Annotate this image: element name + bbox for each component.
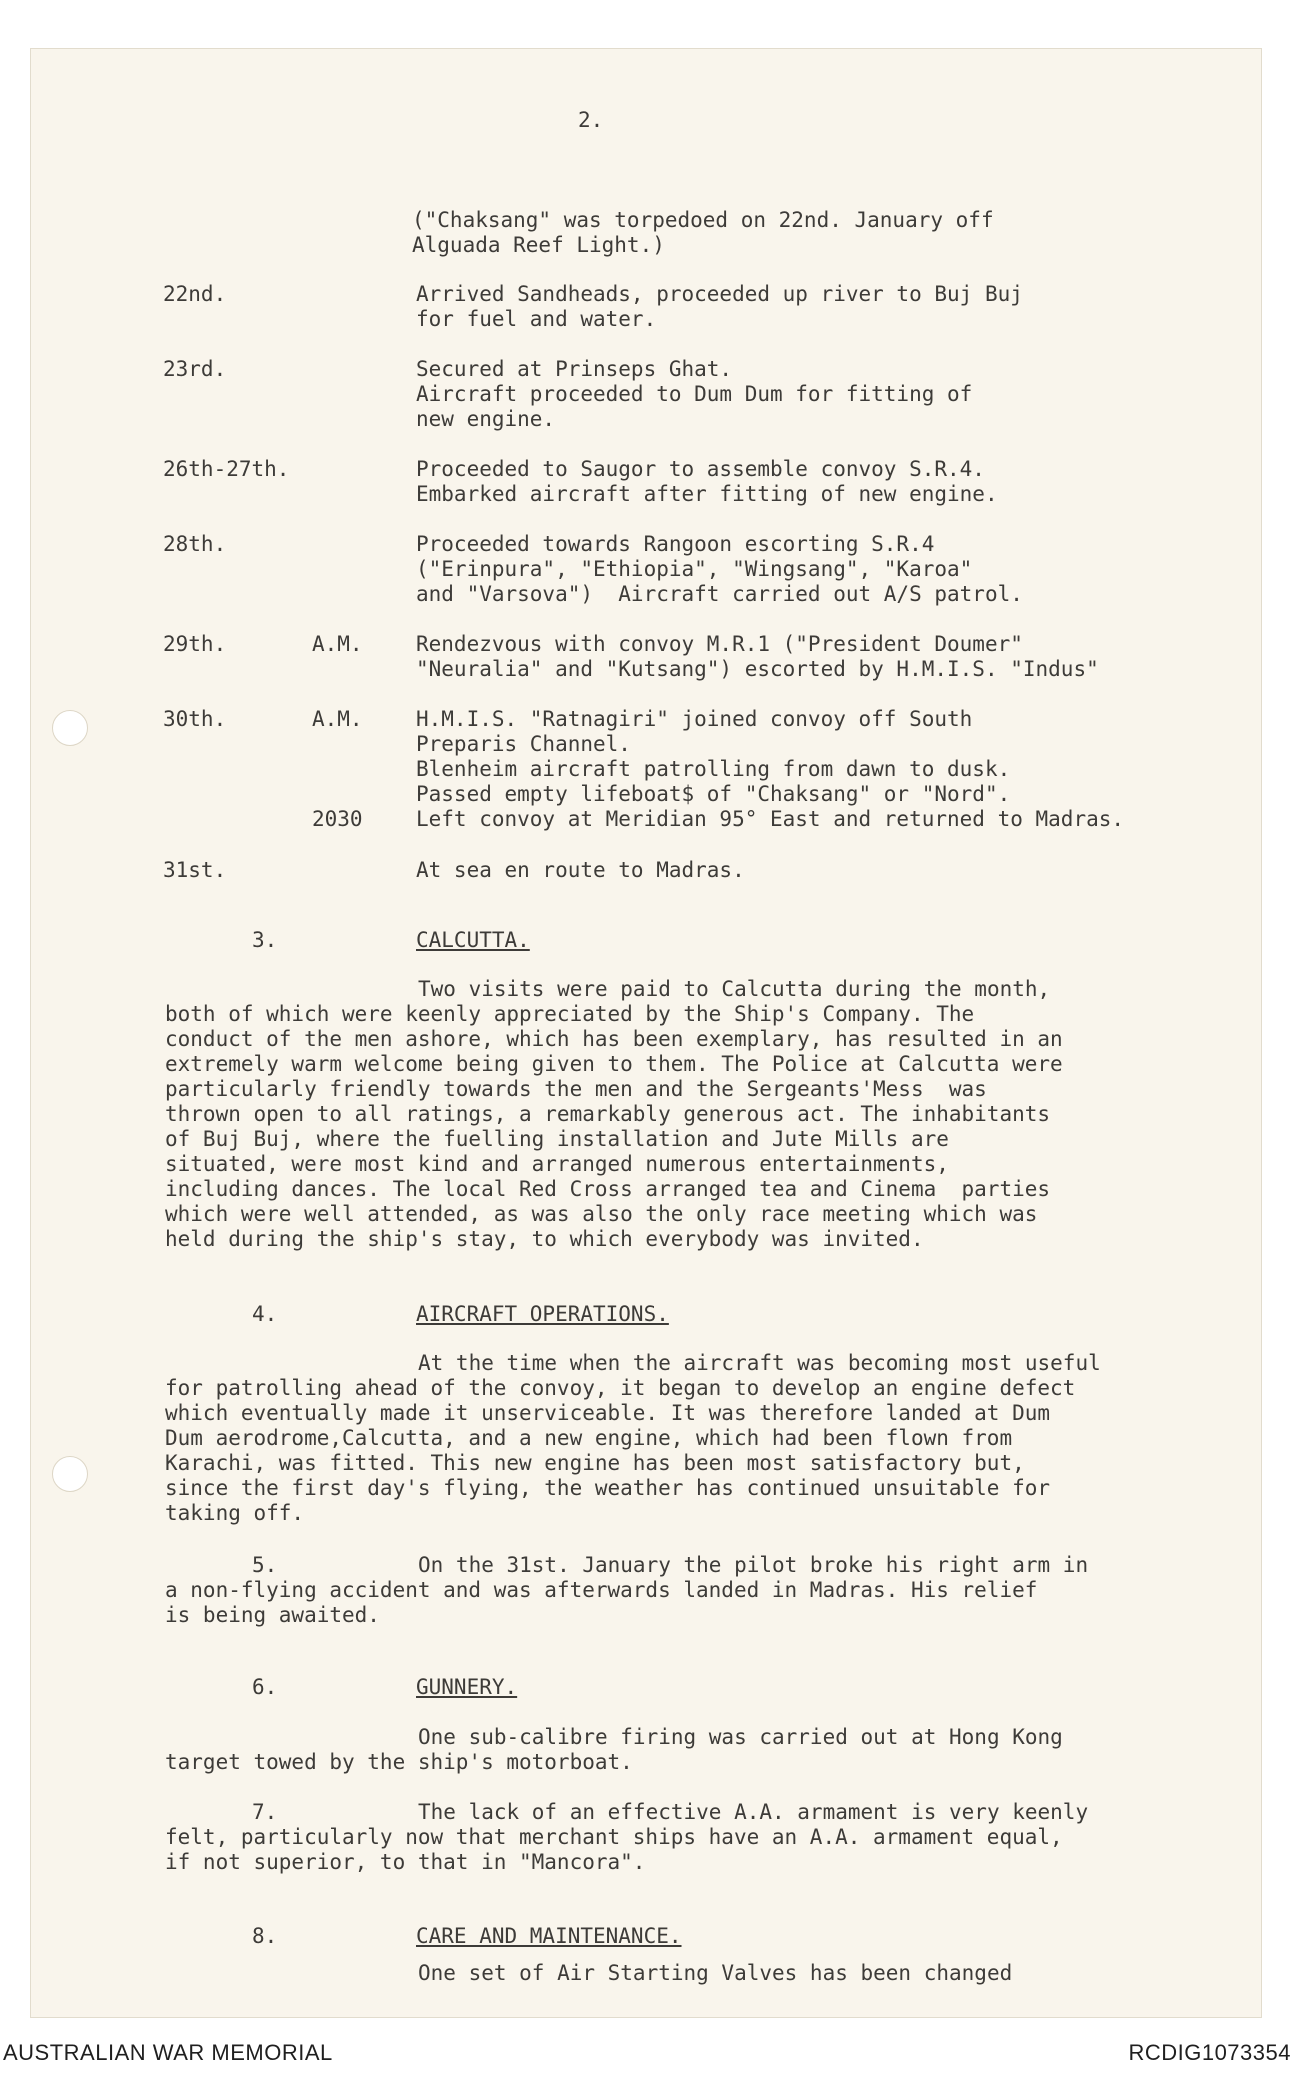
paragraph-line: extremely warm welcome being given to them. The Police at Calcutta were (165, 1052, 1063, 1076)
paragraph-line: of Buj Buj, where the fuelling installation and Jute Mills are (165, 1127, 949, 1151)
log-entry-line: Passed empty lifeboat$ of "Chaksang" or "Nord". (416, 782, 1011, 806)
paragraph-line: thrown open to all ratings, a remarkably generous act. The inhabitants (165, 1102, 1051, 1126)
section-number: 8. (252, 1924, 278, 1948)
paragraph-line: felt, particularly now that merchant ships have an A.A. armament equal, (165, 1825, 1063, 1849)
section-heading-gunnery: GUNNERY. (416, 1675, 518, 1699)
log-entry-line: Secured at Prinseps Ghat. (416, 357, 733, 381)
paragraph-line: which eventually made it unserviceable. It was therefore landed at Dum (165, 1401, 1051, 1425)
paragraph-line: both of which were keenly appreciated by the Ship's Company. The (165, 1002, 975, 1026)
paragraph-line: held during the ship's stay, to which everybody was invited. (165, 1227, 924, 1251)
log-time: A.M. (312, 632, 363, 656)
log-entry-line: Preparis Channel. (416, 732, 631, 756)
section-number: 6. (252, 1675, 278, 1699)
paragraph-line: if not superior, to that in "Mancora". (165, 1850, 646, 1874)
log-date: 23rd. (163, 357, 227, 381)
paragraph-line: which were well attended, as was also the only race meeting which was (165, 1202, 1038, 1226)
paragraph-line: The lack of an effective A.A. armament is very keenly (418, 1800, 1089, 1824)
log-date: 30th. (163, 707, 227, 731)
log-entry-line: At sea en route to Madras. (416, 858, 745, 882)
paragraph-line: Dum aerodrome,Calcutta, and a new engine, which had been flown from (165, 1426, 1013, 1450)
page-number: 2. (578, 108, 604, 132)
log-date: 22nd. (163, 282, 227, 306)
paragraph-line: target towed by the ship's motorboat. (165, 1750, 633, 1774)
paragraph-line: At the time when the aircraft was becoming most useful (418, 1351, 1101, 1375)
log-date: 26th-27th. (163, 457, 290, 481)
log-date: 29th. (163, 632, 227, 656)
log-entry-line: H.M.I.S. "Ratnagiri" joined convoy off South (416, 707, 973, 731)
intro-line: Alguada Reef Light.) (412, 233, 665, 257)
paragraph-line: a non-flying accident and was afterwards landed in Madras. His relief (165, 1578, 1038, 1602)
paragraph-line: One sub-calibre firing was carried out at Hong Kong (418, 1725, 1063, 1749)
paragraph-line: situated, were most kind and arranged numerous entertainments, (165, 1152, 949, 1176)
log-entry-line: Arrived Sandheads, proceeded up river to Buj Buj (416, 282, 1023, 306)
paragraph-line: On the 31st. January the pilot broke his right arm in (418, 1553, 1089, 1577)
log-entry-line: and "Varsova") Aircraft carried out A/S patrol. (416, 582, 1023, 606)
log-entry-line: Aircraft proceeded to Dum Dum for fitting of (416, 382, 973, 406)
log-entry-line: ("Erinpura", "Ethiopia", "Wingsang", "Karoa" (416, 557, 973, 581)
section-number: 7. (252, 1800, 278, 1824)
log-entry-line: Rendezvous with convoy M.R.1 ("President Doumer" (416, 632, 1023, 656)
paragraph-line: Two visits were paid to Calcutta during the month, (418, 977, 1051, 1001)
log-entry-line: Proceeded to Saugor to assemble convoy S.R.4. (416, 457, 985, 481)
paragraph-line: taking off. (165, 1501, 305, 1525)
log-entry-line: Blenheim aircraft patrolling from dawn to dusk. (416, 757, 1011, 781)
log-entry-line: Left convoy at Meridian 95° East and returned to Madras. (416, 807, 1125, 831)
paragraph-line: particularly friendly towards the men and the Sergeants'Mess was (165, 1077, 987, 1101)
punch-hole (52, 710, 88, 746)
section-heading-aircraft-operations: AIRCRAFT OPERATIONS. (416, 1302, 669, 1326)
log-date: 31st. (163, 858, 227, 882)
log-time: A.M. (312, 707, 363, 731)
paragraph-line: conduct of the men ashore, which has been exemplary, has resulted in an (165, 1027, 1063, 1051)
log-entry-line: "Neuralia" and "Kutsang") escorted by H.M.I.S. "Indus" (416, 657, 1099, 681)
section-number: 4. (252, 1302, 278, 1326)
footer-credit: AUSTRALIAN WAR MEMORIAL (3, 2040, 333, 2065)
section-heading-care-maintenance: CARE AND MAINTENANCE. (416, 1924, 682, 1948)
paragraph-line: including dances. The local Red Cross arranged tea and Cinema parties (165, 1177, 1051, 1201)
section-heading-calcutta: CALCUTTA. (416, 928, 530, 952)
log-entry-line: for fuel and water. (416, 307, 657, 331)
log-entry-line: Embarked aircraft after fitting of new engine. (416, 482, 998, 506)
paragraph-line: for patrolling ahead of the convoy, it began to develop an engine defect (165, 1376, 1076, 1400)
section-number: 5. (252, 1553, 278, 1577)
footer-id: RCDIG1073354 (1128, 2040, 1291, 2065)
log-entry-line: Proceeded towards Rangoon escorting S.R.4 (416, 532, 935, 556)
paragraph-line: One set of Air Starting Valves has been changed (418, 1961, 1013, 1985)
paragraph-line: Karachi, was fitted. This new engine has been most satisfactory but, (165, 1451, 1025, 1475)
log-time: 2030 (312, 807, 363, 831)
punch-hole (52, 1456, 88, 1492)
log-date: 28th. (163, 532, 227, 556)
paragraph-line: since the first day's flying, the weather has continued unsuitable for (165, 1476, 1051, 1500)
paragraph-line: is being awaited. (165, 1603, 380, 1627)
log-entry-line: new engine. (416, 407, 556, 431)
intro-line: ("Chaksang" was torpedoed on 22nd. January off (412, 208, 994, 232)
section-number: 3. (252, 928, 278, 952)
